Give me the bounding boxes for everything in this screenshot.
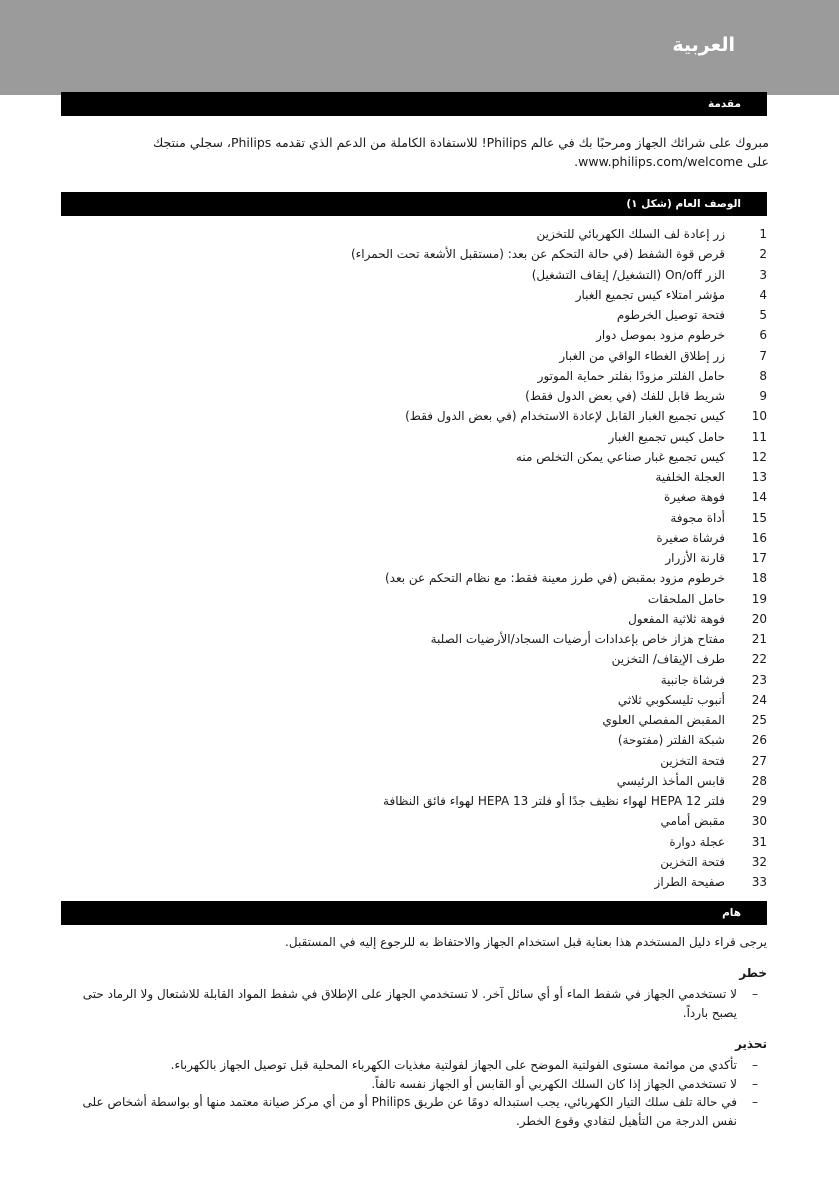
item-number: 25 (751, 713, 767, 728)
item-label: الزر On/off (التشغيل/ إيقاف التشغيل) (531, 267, 725, 282)
item-label: فلتر HEPA 12 لهواء نظيف جدًا أو فلتر HEPA 13 لهواء فائق النظافة (383, 794, 725, 809)
section-bar-intro: مقدمة (61, 92, 767, 116)
item-number: 24 (751, 692, 767, 707)
item-label: حامل الملحقات (647, 591, 725, 606)
item-number: 14 (751, 490, 767, 505)
item-number: 10 (751, 409, 767, 424)
list-item (77, 386, 767, 406)
item-label: مقبض أمامي (660, 814, 725, 829)
language-title: العربية (672, 34, 735, 56)
list-item (77, 811, 767, 831)
item-label: شبكة الفلتر (مفتوحة) (617, 733, 725, 748)
danger-list (67, 985, 767, 1022)
list-item (77, 771, 767, 791)
list-item (77, 305, 767, 325)
item-number: 1 (759, 227, 767, 242)
item-label: قرص قوة الشفط (في حالة التحكم عن بعد: (مستقبل الأشعة تحت الحمراء) (350, 247, 725, 262)
list-item (67, 1075, 767, 1094)
list-item (77, 852, 767, 872)
list-item (77, 285, 767, 305)
item-number: 22 (751, 652, 767, 667)
item-number: 7 (759, 348, 767, 363)
item-number: 6 (759, 328, 767, 343)
danger-heading: خطر (739, 966, 767, 980)
item-number: 33 (751, 875, 767, 890)
item-label: المقبض المفصلي العلوي (602, 713, 725, 728)
list-item (77, 487, 767, 507)
item-number: 11 (751, 429, 767, 444)
list-item (77, 629, 767, 649)
list-item (77, 447, 767, 467)
list-item (77, 872, 767, 892)
warning-heading: تحذير (734, 1037, 767, 1051)
list-item (77, 832, 767, 852)
item-number: 23 (751, 672, 767, 687)
item-label: خرطوم مزود بموصل دوار (596, 328, 725, 343)
item-label: طرف الإيقاف/ التخزين (611, 652, 725, 667)
intro-paragraph: مبروك على شرائك الجهاز ومرحبًا بك في عالم Philips! للاستفادة الكاملة من الدعم الذي تقدمه Philips، سجلي منتجك على www.philips.com/welcome. (153, 135, 769, 169)
item-number: 2 (759, 247, 767, 262)
item-label: حامل كيس تجميع الغبار (608, 429, 725, 444)
warning-list (67, 1056, 767, 1130)
item-label: كيس تجميع غبار صناعي يمكن التخلص منه (515, 449, 725, 464)
item-label: فتحة التخزين (660, 753, 725, 768)
top-banner (0, 0, 839, 95)
list-item (77, 427, 767, 447)
item-label: فرشاة جانبية (660, 672, 725, 687)
list-item (77, 690, 767, 710)
list-item (77, 589, 767, 609)
parts-list (77, 224, 767, 892)
item-number: 8 (759, 368, 767, 383)
item-label: أنبوب تليسكوبي ثلاثي (617, 692, 725, 707)
item-number: 28 (751, 773, 767, 788)
list-item (77, 346, 767, 366)
item-number: 32 (751, 854, 767, 869)
list-item (77, 224, 767, 244)
item-label: شريط قابل للفك (في بعض الدول فقط) (525, 389, 725, 404)
item-number: 20 (751, 611, 767, 626)
item-number: 30 (751, 814, 767, 829)
item-number: 21 (751, 632, 767, 647)
dash-bullet: – (752, 987, 758, 1001)
list-item (77, 791, 767, 811)
item-label: مفتاح هزاز خاص بإعدادات أرضيات السجاد/الأرضيات الصلبة (430, 632, 725, 647)
item-label: زر إطلاق الغطاء الواقي من الغبار (559, 348, 725, 363)
item-label: فتحة توصيل الخرطوم (616, 308, 725, 323)
bullet-text: تأكدي من موائمة مستوى الفولتية الموضح على الجهاز لفولتية مغذيات الكهرباء المحلية قبل توصيل الجهاز بالكهرباء. (170, 1058, 737, 1072)
item-number: 15 (751, 510, 767, 525)
list-item (77, 710, 767, 730)
bullet-text: لا تستخدمي الجهاز في شفط الماء أو أي سائل آخر. لا تستخدمي الجهاز على الإطلاق في شفط المواد القابلة للاشتعال ولا الرماد حتى يصبح بارداً. (82, 987, 737, 1020)
item-number: 3 (759, 267, 767, 282)
list-item (77, 751, 767, 771)
list-item (77, 366, 767, 386)
item-label: صفيحة الطراز (654, 875, 725, 890)
item-label: مؤشر امتلاء كيس تجميع الغبار (575, 287, 725, 302)
item-number: 31 (751, 834, 767, 849)
list-item (67, 985, 767, 1022)
section-bar-general-description: الوصف العام (شكل ١) (61, 192, 767, 216)
list-item (77, 568, 767, 588)
item-label: فوهة ثلاثية المفعول (628, 611, 725, 626)
item-label: قارنة الأزرار (665, 551, 725, 566)
item-number: 4 (759, 287, 767, 302)
item-label: العجلة الخلفية (655, 470, 725, 485)
list-item (77, 244, 767, 264)
item-number: 26 (751, 733, 767, 748)
item-label: حامل الفلتر مزودًا بفلتر حماية الموتور (537, 368, 725, 383)
item-number: 9 (759, 389, 767, 404)
list-item (77, 325, 767, 345)
list-item (77, 528, 767, 548)
item-number: 18 (751, 571, 767, 586)
list-item (77, 670, 767, 690)
item-number: 27 (751, 753, 767, 768)
item-number: 19 (751, 591, 767, 606)
item-label: أداة مجوفة (670, 510, 725, 525)
dash-bullet: – (752, 1076, 758, 1091)
list-item (77, 508, 767, 528)
item-label: خرطوم مزود بمقبض (في طرز معينة فقط: مع نظام التحكم عن بعد) (384, 571, 725, 586)
item-number: 5 (759, 308, 767, 323)
dash-bullet: – (752, 1095, 758, 1109)
list-item (77, 406, 767, 426)
list-item (67, 1093, 767, 1130)
list-item (67, 1056, 767, 1075)
list-item (77, 730, 767, 750)
list-item (77, 548, 767, 568)
important-paragraph: يرجى قراء دليل المستخدم هذا بعناية قبل استخدام الجهاز والاحتفاظ به للرجوع إليه في المستقبل. (285, 935, 767, 949)
item-number: 16 (751, 530, 767, 545)
item-label: فوهة صغيرة (663, 490, 725, 505)
section-bar-important: هام (61, 901, 767, 925)
item-number: 13 (751, 470, 767, 485)
item-label: عجلة دوارة (669, 834, 725, 849)
list-item (77, 467, 767, 487)
item-label: زر إعادة لف السلك الكهربائي للتخزين (536, 227, 725, 242)
list-item (77, 649, 767, 669)
item-label: فرشاة صغيرة (656, 530, 725, 545)
dash-bullet: – (752, 1058, 758, 1072)
item-number: 29 (751, 794, 767, 809)
item-number: 12 (751, 449, 767, 464)
item-label: قابس المأخذ الرئيسي (616, 773, 725, 788)
item-number: 17 (751, 551, 767, 566)
item-label: كيس تجميع الغبار القابل لإعادة الاستخدام (في بعض الدول فقط) (405, 409, 725, 424)
list-item (77, 609, 767, 629)
list-item (77, 265, 767, 285)
item-label: فتحة التخزين (660, 854, 725, 869)
bullet-text: لا تستخدمي الجهاز إذا كان السلك الكهربي أو القابس أو الجهاز نفسه تالفاً. (371, 1076, 737, 1091)
bullet-text: في حالة تلف سلك التيار الكهربائي، يجب استبداله دومًا عن طريق Philips أو من أي مركز صيانة معتمد منها أو بواسطة أشخاص على نفس الدرجة من التأهيل لتفادي وقوع الخطر. (82, 1095, 737, 1128)
